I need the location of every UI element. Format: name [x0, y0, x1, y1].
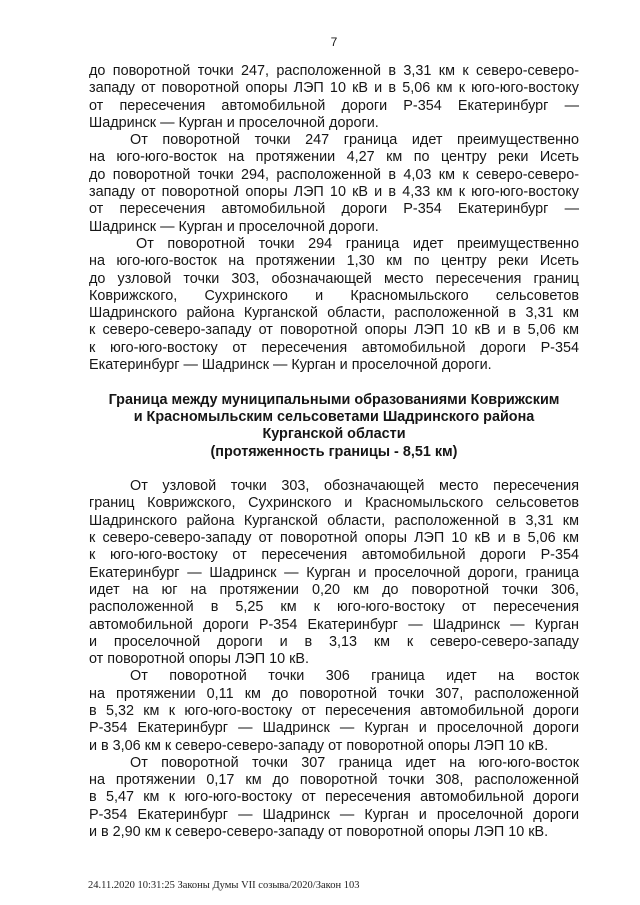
- text-line: расположенной в 5,25 км к юго-юго-востоку от пересечения: [89, 599, 579, 616]
- text-line: Р-354 Екатеринбург — Шадринск — Курган и проселочной дороги: [89, 720, 579, 737]
- text-line: и в 3,06 км к северо-северо-западу от поворотной опоры ЛЭП 10 кВ.: [89, 737, 549, 754]
- text-line: Екатеринбург — Шадринск — Курган и проселочной дороги.: [89, 357, 492, 374]
- text-line: Шадринского района Курганской области, расположенной в 3,31 км: [89, 512, 579, 529]
- text-line: От поворотной точки 294 граница идет преимущественно: [136, 235, 579, 252]
- text-line: на юго-юго-восток на протяжении 1,30 км по центру реки Исеть: [89, 253, 579, 270]
- paragraph: [89, 132, 579, 236]
- text-line: Шадринск — Курган и проселочной дороги.: [89, 218, 379, 235]
- text-line: к северо-северо-западу от поворотной опоры ЛЭП 10 кВ и в 5,06 км: [89, 530, 579, 547]
- text-line: на протяжении 0,11 км до поворотной точки 307, расположенной: [89, 685, 579, 702]
- text-line: к северо-северо-западу от поворотной опоры ЛЭП 10 кВ и в 5,06 км: [89, 322, 579, 339]
- text-line: западу от поворотной опоры ЛЭП 10 кВ и в 4,33 км к юго-юго-востоку: [89, 184, 579, 201]
- section-heading: [89, 392, 579, 461]
- paragraph: [89, 668, 579, 754]
- text-line: Коврижского, Сухринского и Красномыльского сельсоветов: [89, 287, 579, 304]
- paragraph: [89, 478, 579, 668]
- text-line: на протяжении 0,17 км до поворотной точки 308, расположенной: [89, 772, 579, 789]
- text-line: От поворотной точки 247 граница идет преимущественно: [130, 132, 579, 149]
- text-line: От поворотной точки 306 граница идет на восток: [130, 668, 579, 685]
- text-line: и проселочной дороги и в 3,13 км к северо-северо-западу: [89, 633, 579, 650]
- paragraph: [89, 755, 579, 841]
- text-line: границ Коврижского, Сухринского и Красномыльского сельсоветов: [89, 495, 579, 512]
- document-body: [89, 63, 579, 841]
- text-line: идет на юг на протяжении 0,20 км до поворотной точки 306,: [89, 581, 579, 598]
- text-line: к юго-юго-востоку от пересечения автомобильной дороги Р-354: [89, 339, 579, 356]
- text-line: От поворотной точки 307 граница идет на юго-юго-восток: [130, 754, 579, 771]
- text-line: и в 2,90 км к северо-северо-западу от поворотной опоры ЛЭП 10 кВ.: [89, 824, 549, 841]
- text-line: От узловой точки 303, обозначающей место пересечения: [130, 478, 579, 495]
- heading-line: (протяженность границы - 8,51 км): [210, 443, 458, 460]
- text-line: от пересечения автомобильной дороги Р-354 Екатеринбург —: [89, 201, 579, 218]
- text-line: на юго-юго-восток на протяжении 4,27 км по центру реки Исеть: [89, 149, 579, 166]
- paragraph: [89, 63, 579, 132]
- page-number: 7: [330, 35, 338, 49]
- text-line: до поворотной точки 247, расположенной в 3,31 км к северо-северо-: [89, 63, 579, 79]
- text-line: до узловой точки 303, обозначающей место пересечения границ: [89, 270, 579, 287]
- heading-line: и Красномыльским сельсоветами Шадринского района: [133, 408, 535, 425]
- text-line: Шадринского района Курганской области, расположенной в 3,31 км: [89, 305, 579, 322]
- text-line: Шадринск — Курган и проселочной дороги.: [89, 114, 379, 131]
- text-line: до поворотной точки 294, расположенной в 4,03 км к северо-северо-: [89, 166, 579, 183]
- text-line: к юго-юго-востоку от пересечения автомобильной дороги Р-354: [89, 547, 579, 564]
- text-line: Екатеринбург — Шадринск — Курган и проселочной дороги, граница: [89, 564, 579, 581]
- heading-line: Курганской области: [262, 426, 406, 443]
- text-line: западу от поворотной опоры ЛЭП 10 кВ и в 5,06 км к юго-юго-востоку: [89, 80, 579, 97]
- text-line: от пересечения автомобильной дороги Р-354 Екатеринбург —: [89, 97, 579, 114]
- heading-line: Граница между муниципальными образованиями Коврижским: [108, 391, 560, 408]
- paragraph: [89, 236, 579, 374]
- text-line: в 5,32 км к юго-юго-востоку от пересечения автомобильной дороги: [89, 702, 579, 719]
- text-line: от поворотной опоры ЛЭП 10 кВ.: [89, 651, 309, 668]
- text-line: автомобильной дороги Р-354 Екатеринбург — Шадринск — Курган: [89, 616, 579, 633]
- footer-stamp: 24.11.2020 10:31:25 Законы Думы VII созыва/2020/Закон 103: [88, 880, 360, 891]
- text-line: Р-354 Екатеринбург — Шадринск — Курган и проселочной дороги: [89, 806, 579, 823]
- text-line: в 5,47 км к юго-юго-востоку от пересечения автомобильной дороги: [89, 789, 579, 806]
